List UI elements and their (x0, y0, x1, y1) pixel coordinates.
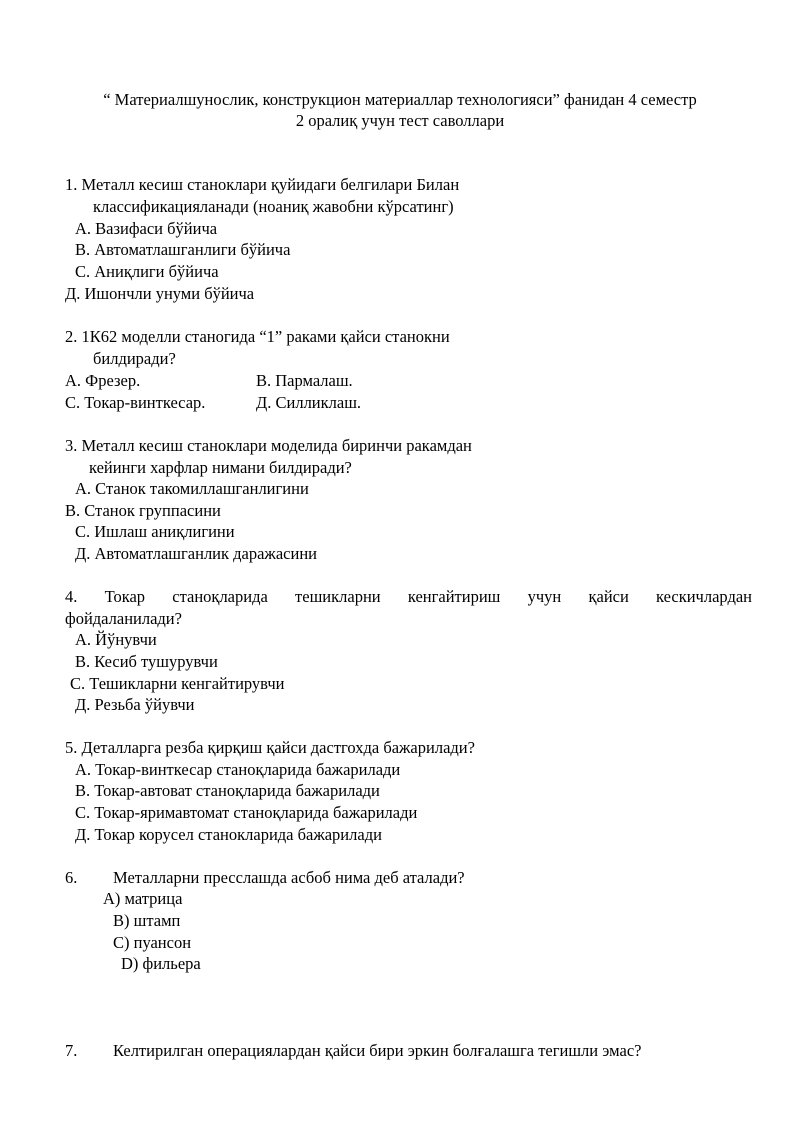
question-6-option-d: D) фильера (121, 954, 201, 973)
question-2-option-a: А. Фрезер. (65, 371, 141, 390)
question-7-number: 7. (65, 1041, 78, 1060)
question-6-option-a: А) матрица (103, 889, 183, 908)
question-1-option-d: Д. Ишончли унуми бўйича (65, 284, 255, 303)
question-2-option-c: С. Токар-винткесар. (65, 393, 206, 412)
document-title: “ Материалшунослик, конструкцион материаллар технологияси” фанидан 4 семестр (103, 90, 697, 109)
question-4-option-b: В. Кесиб тушурувчи (75, 652, 218, 671)
question-5-option-a: А. Токар-винткесар станоқларида бажарилади (75, 760, 401, 779)
question-1-option-b: В. Автоматлашганлиги бўйича (75, 240, 291, 259)
question-2-option-d: Д. Силликлаш. (256, 393, 362, 412)
question-6-text: Металларни пресслашда асбоб нима деб аталади? (113, 868, 465, 887)
question-3-option-c: С. Ишлаш аниқлигини (75, 522, 235, 541)
question-7-text: Келтирилган операциялардан қайси бири эркин болғалашга тегишли эмас? (113, 1041, 642, 1060)
question-6-option-b: B) штамп (113, 911, 181, 930)
question-4-option-c: С. Тешикларни кенгайтирувчи (70, 674, 285, 693)
question-3-text: 3. Металл кесиш станоклари моделида биринчи ракамдан (65, 436, 472, 455)
question-6-option-c: C) пуансон (113, 933, 192, 952)
question-5-text: 5. Деталларга резба қирқиш қайси дастгохда бажарилади? (65, 738, 475, 757)
question-1-option-a: А. Вазифаси бўйича (75, 219, 218, 238)
question-4-option-a: А. Йўнувчи (75, 630, 157, 649)
question-5-option-b: В. Токар-автоват станоқларида бажарилади (75, 781, 380, 800)
question-2-text: 2. 1К62 моделли станогида “1” раками қайси станокни (65, 327, 450, 346)
question-1-text-cont: классификацияланади (ноаниқ жавобни кўрсатинг) (93, 197, 454, 216)
question-2-option-b: В. Пармалаш. (256, 371, 353, 390)
question-4-text-cont: фойдаланилади? (65, 609, 182, 628)
question-3-option-a: А. Станок такомиллашганлигини (75, 479, 309, 498)
question-3-option-d: Д. Автоматлашганлик даражасини (75, 544, 317, 563)
question-3-option-b: В. Станок группасини (65, 501, 221, 520)
question-5-option-c: С. Токар-яримавтомат станоқларида бажарилади (75, 803, 418, 822)
question-4-option-d: Д. Резьба ўйувчи (75, 695, 195, 714)
question-1-option-c: С. Аниқлиги бўйича (75, 262, 219, 281)
question-1-text: 1. Металл кесиш станоклари қуйидаги белгилари Билан (65, 175, 460, 194)
question-4-text: 4. Токар станоқларида тешикларни кенгайтириш учун қайси кескичлардан (65, 587, 752, 606)
question-3-text-cont: кейинги харфлар нимани билдиради? (89, 458, 352, 477)
document-subtitle: 2 оралиқ учун тест саволлари (295, 111, 505, 130)
question-2-text-cont: билдиради? (93, 349, 176, 368)
question-5-option-d: Д. Токар корусел станокларида бажарилади (75, 825, 382, 844)
question-6-number: 6. (65, 868, 78, 887)
